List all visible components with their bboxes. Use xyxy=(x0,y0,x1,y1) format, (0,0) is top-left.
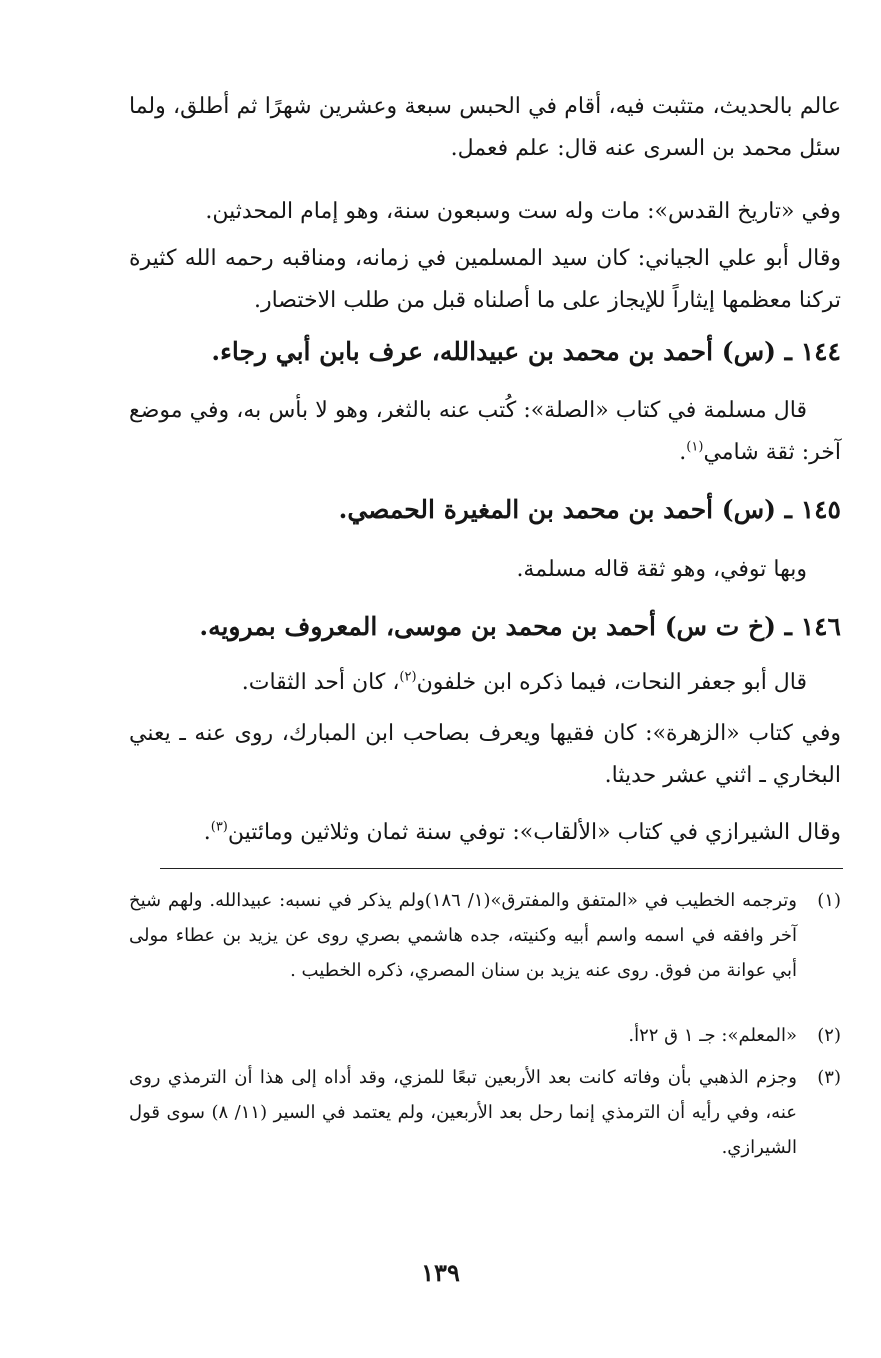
footnote-separator xyxy=(160,868,843,869)
footnote-3 xyxy=(129,1060,841,1165)
footnote-3-number: (٣) xyxy=(817,1067,841,1088)
entry-text-145: وبها توفي، وهو ثقة قاله مسلمة. xyxy=(516,557,807,582)
footnote-2 xyxy=(129,1018,841,1053)
paragraph-abu-ali-jiyani: وقال أبو علي الجياني: كان سيد المسلمين في زمانه، ومناقبه رحمه الله كثيرة تركنا معظمها إيثاراً للإيجاز على ما أصلناه قبل من طلب الاختصار. xyxy=(129,246,841,313)
paragraph-tarikh-alquds: وفي «تاريخ القدس»: مات وله ست وسبعون سنة، وهو إمام المحدثين. xyxy=(205,199,841,224)
footnote-ref-1: (١) xyxy=(686,439,704,455)
entry-text-146-naht xyxy=(129,662,841,704)
footnote-3-text: وجزم الذهبي بأن وفاته كانت بعد الأربعين تبعًا للمزي، وقد أداه إلى هذا أن الترمذي روى عنه، وفي رأيه أن الترمذي إنما رحل بعد الأربعين، ولم يعتمد في السير (١١/ ٨) سوى قول الشيرازي. xyxy=(129,1067,797,1158)
entry-heading-146: ١٤٦ ـ (خ ت س) أحمد بن محمد بن موسى، المعروف بمرويه. xyxy=(199,612,841,641)
page-number: ١٣٩ xyxy=(421,1258,460,1287)
paragraph-biography-continuation: عالم بالحديث، متثبت فيه، أقام في الحبس سبعة وعشرين شهرًا ثم أطلق، ولما سئل محمد بن السرى عنه قال: علم فعمل. xyxy=(129,94,841,161)
entry-text-146-shirazi-body: وقال الشيرازي في كتاب «الألقاب»: توفي سنة ثمان وثلاثين ومائتين xyxy=(227,820,841,845)
footnote-1-number: (١) xyxy=(817,890,841,911)
entry-text-146-shirazi xyxy=(129,812,841,854)
entry-text-146-shirazi-tail: . xyxy=(203,820,211,845)
footnote-2-text: «المعلم»: جـ ١ ق ٢٢أ. xyxy=(628,1025,797,1046)
entry-text-146-naht-b: ، كان أحد الثقات. xyxy=(241,670,400,695)
footnote-ref-3: (٣) xyxy=(210,819,228,835)
entry-text-146-zahra: وفي كتاب «الزهرة»: كان فقيها ويعرف بصاحب ابن المبارك، روى عنه ـ يعني البخاري ـ اثني عشر حديثا. xyxy=(129,721,841,788)
entry-text-144-body: قال مسلمة في كتاب «الصلة»: كُتب عنه بالثغر، وهو لا بأس به، وفي موضع آخر: ثقة شامي xyxy=(129,398,841,465)
footnote-1-text: وترجمه الخطيب في «المتفق والمفترق»(١/ ١٨٦)ولم يذكر في نسبه: عبيدالله. ولهم شيخ آخر وافقه في اسمه واسم أبيه وكنيته، جده هاشمي بصري روى عن يزيد بن عطاء مولى أبي عوانة من فوق. روى عنه يزيد بن سنان المصري، ذكره الخطيب . xyxy=(129,890,797,981)
footnote-ref-2: (٢) xyxy=(399,669,417,685)
entry-text-144-tail: . xyxy=(679,440,687,465)
entry-heading-145: ١٤٥ ـ (س) أحمد بن محمد بن المغيرة الحمصي. xyxy=(338,495,841,524)
entry-text-146-naht-a: قال أبو جعفر النحات، فيما ذكره ابن خلفون xyxy=(416,670,807,695)
entry-heading-144: ١٤٤ ـ (س) أحمد بن محمد بن عبيدالله، عرف بابن أبي رجاء. xyxy=(211,337,841,366)
footnote-1 xyxy=(129,883,841,988)
footnote-2-number: (٢) xyxy=(817,1025,841,1046)
entry-text-144 xyxy=(129,390,841,474)
